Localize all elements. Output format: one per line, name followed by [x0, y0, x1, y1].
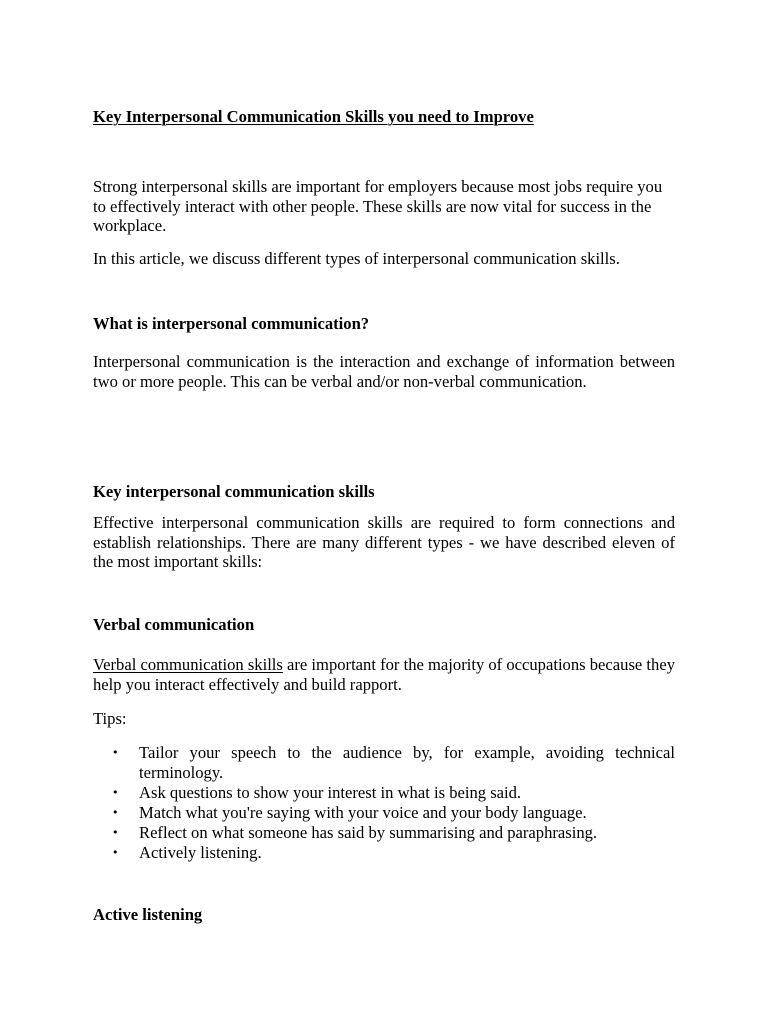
document-page: [93, 0, 675, 1024]
section-body-verbal: [93, 655, 675, 694]
list-item: [93, 843, 675, 863]
bullet-icon: •: [112, 825, 119, 839]
list-item: [93, 743, 675, 782]
list-item-text: Reflect on what someone has said by summarising and paraphrasing.: [139, 822, 598, 842]
section-body-what: Interpersonal communication is the interaction and exchange of information between two or more people. This can be verbal and/or non-verbal communication.: [93, 352, 675, 391]
list-item-text: Tailor your speech to the audience by, for example, avoiding technical terminology.: [139, 743, 675, 782]
section-heading-verbal: Verbal communication: [93, 615, 255, 634]
list-item-text: Match what you're saying with your voice and your body language.: [139, 802, 587, 822]
intro-paragraph-2: In this article, we discuss different types of interpersonal communication skills.: [93, 249, 620, 268]
list-item-text: Actively listening.: [139, 842, 262, 862]
document-title: Key Interpersonal Communication Skills you need to Improve: [93, 107, 534, 126]
verbal-communication-skills-link[interactable]: Verbal communication skills: [93, 655, 283, 674]
intro-paragraph: Strong interpersonal skills are important for employers because most jobs require you to effectively interact with other people. These skills are now vital for success in the workplace.: [93, 177, 663, 235]
list-item-text: Ask questions to show your interest in what is being said.: [139, 782, 522, 802]
list-item: [93, 823, 675, 843]
tips-list: [93, 743, 675, 863]
section-body-key: Effective interpersonal communication skills are required to form connections and establish relationships. There are many different types - we have described eleven of the most important skills:: [93, 513, 675, 571]
bullet-icon: •: [112, 805, 119, 819]
bullet-icon: •: [112, 746, 119, 759]
list-item: [93, 783, 675, 803]
tips-label: Tips:: [93, 709, 127, 728]
section-heading-key: Key interpersonal communication skills: [93, 482, 375, 501]
section-heading-active: Active listening: [93, 905, 203, 924]
bullet-icon: •: [112, 845, 119, 859]
bullet-icon: •: [112, 785, 119, 799]
section-heading-what: What is interpersonal communication?: [93, 314, 370, 333]
list-item: [93, 803, 675, 823]
section-body-verbal-rest: are important for the majority of occupations because they help you interact effectively and build rapport.: [93, 655, 675, 694]
